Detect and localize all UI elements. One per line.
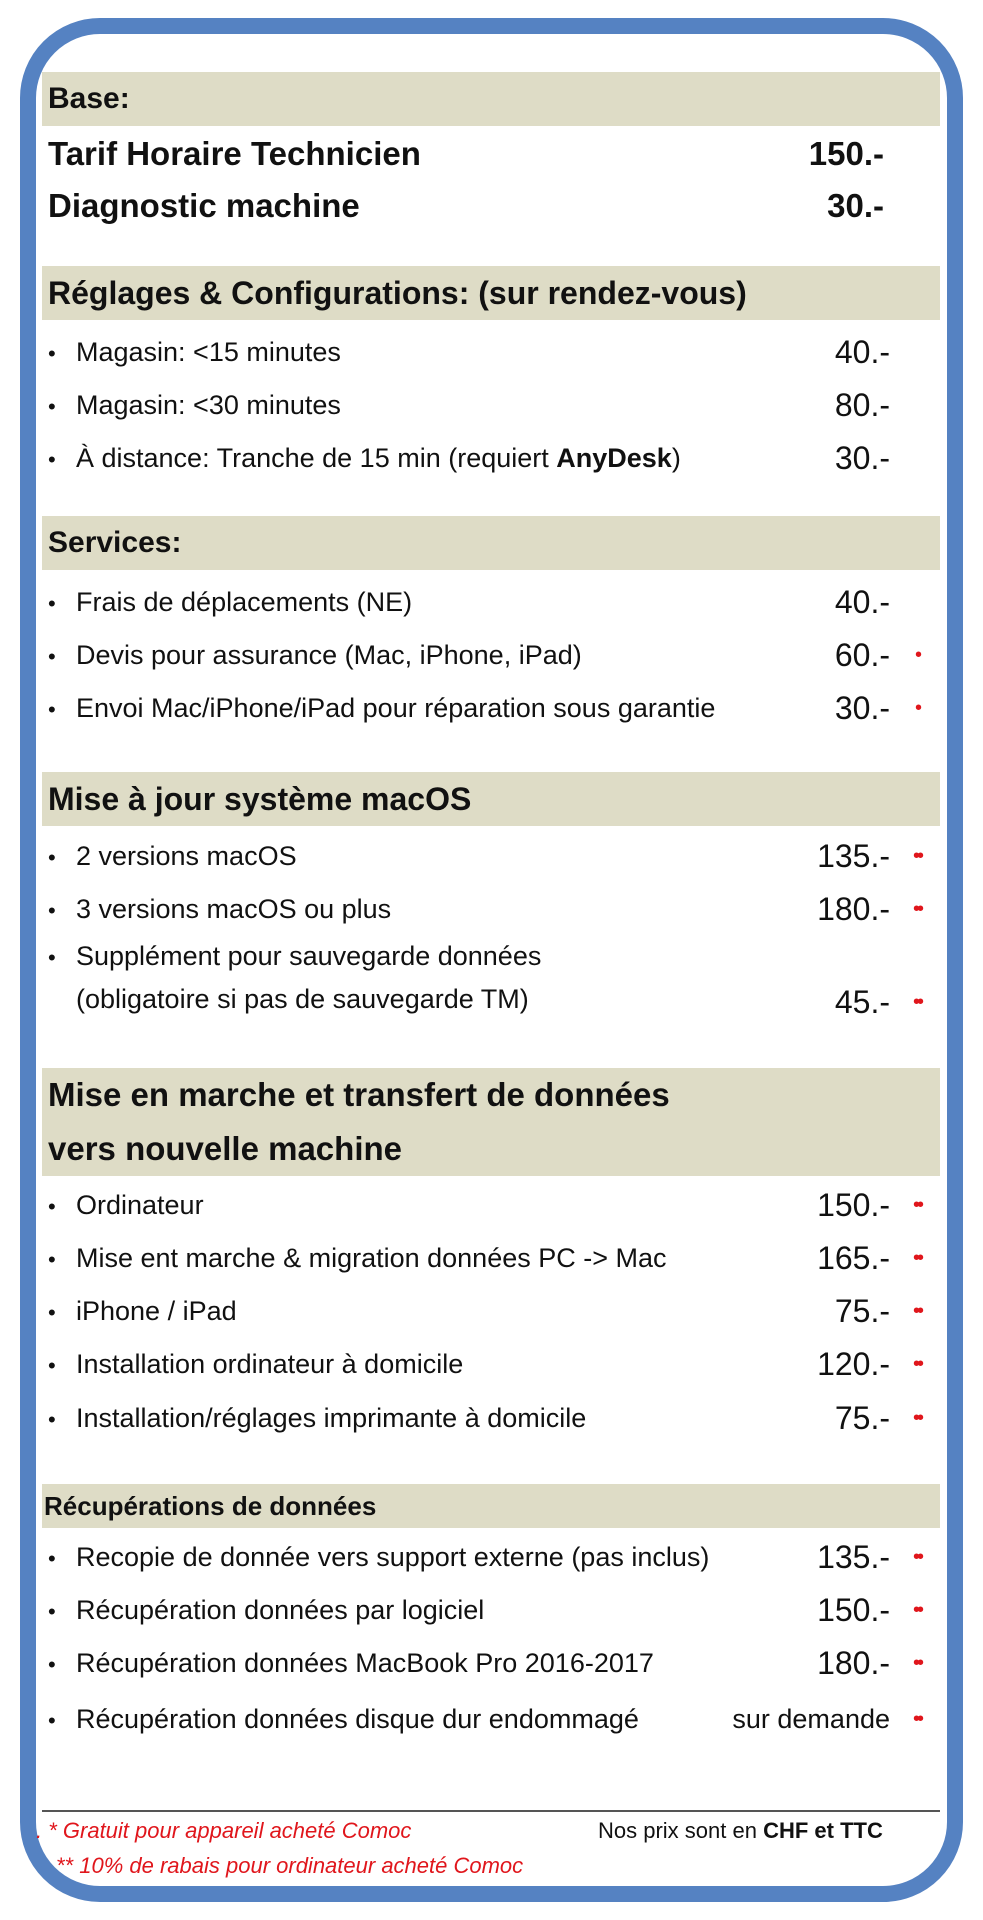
row-price: 75.- [834,1293,890,1329]
row-price: 40.- [834,584,890,620]
price-row-multiline [42,934,940,978]
price-row [42,1588,940,1632]
bullet: • [48,1353,56,1378]
price-row [42,834,940,878]
bullet: • [48,1708,56,1733]
bullet: • [48,1407,56,1432]
row-label: • Récupération données disque dur endommagé [48,1697,639,1743]
row-price: 80.- [834,387,890,423]
row-label: • iPhone / iPad [48,1289,237,1335]
row-price: 40.- [834,334,890,370]
row-price: 135.- [817,1539,890,1575]
row-price: 180.- [817,891,890,927]
bullet: • [48,1652,56,1677]
price-row [48,180,928,232]
discount-mark: •• [912,1353,921,1375]
row-price: 135.- [817,838,890,874]
discount-mark: • [914,697,919,719]
price-row [42,580,940,624]
row-label: • Supplément pour sauvegarde données [48,934,541,980]
price-row [42,1697,940,1741]
bullet: • [48,845,56,870]
row-label: • À distance: Tranche de 15 min (requiert AnyDesk) [48,436,681,482]
footer-separator [42,1810,940,1812]
footnote-discount: ** 10% de rabais pour ordinateur acheté Comoc [56,1853,524,1878]
section-header-migration [42,1068,940,1176]
bullet: • [48,591,56,616]
row-label: • Recopie de donnée vers support externe (pas inclus) [48,1535,709,1581]
section-title: Réglages & Configurations: (sur rendez-vous) [48,275,747,311]
section-header-services [42,516,940,570]
row-label: • Magasin: <15 minutes [48,330,341,376]
row-price: 60.- [834,637,890,673]
section-title: Services: [48,526,182,559]
row-price: 150.- [808,135,884,172]
row-label: Tarif Horaire Technicien [48,135,421,172]
row-label: • Envoi Mac/iPhone/iPad pour réparation sous garantie [48,686,715,732]
section-title-line1: Mise en marche et transfert de données [48,1076,670,1113]
price-list [36,0,940,1920]
row-price: 30.- [834,690,890,726]
row-label: Diagnostic machine [48,187,360,224]
discount-mark: •• [912,1546,921,1568]
row-label: • 2 versions macOS [48,834,297,880]
price-row [42,1396,940,1440]
price-row [42,1342,940,1386]
row-price: 120.- [817,1346,890,1382]
row-price: 30.- [834,440,890,476]
price-row [42,1236,940,1280]
price-row [48,128,928,180]
price-row [42,383,940,427]
row-label: • 3 versions macOS ou plus [48,887,391,933]
price-row [42,1535,940,1579]
bullet: • [48,1599,56,1624]
price-row [42,1641,940,1685]
row-label: • Magasin: <30 minutes [48,383,341,429]
section-header-base [42,72,940,126]
price-row-supplement-price [42,980,940,1024]
discount-mark: • [914,644,919,666]
bullet: • [48,644,56,669]
bullet: • [48,394,56,419]
section-header-recuperation [42,1484,940,1528]
section-title: Base: [48,82,130,115]
price-row [42,1289,940,1333]
discount-mark: •• [912,1652,921,1674]
section-header-macos [42,772,940,826]
section-title: Récupérations de données [44,1491,377,1521]
price-row [42,633,940,677]
section-title-line2: vers nouvelle machine [48,1130,402,1167]
section-header-reglages [42,266,940,320]
price-row [42,887,940,931]
bullet: • [48,697,56,722]
currency-note: Nos prix sont en CHF et TTC [598,1818,883,1843]
row-price: sur demande [732,1704,890,1734]
row-label: • Mise ent marche & migration données PC -> Mac [48,1236,667,1282]
bullet: • [48,1546,56,1571]
discount-mark: •• [912,845,921,867]
price-row [42,330,940,374]
bullet: • [48,1194,56,1219]
discount-mark: •• [912,1247,921,1269]
price-row [42,686,940,730]
row-label: • Récupération données MacBook Pro 2016-2017 [48,1641,654,1687]
row-price: 150.- [817,1592,890,1628]
discount-mark: •• [912,1599,921,1621]
section-title: Mise à jour système macOS [48,781,472,817]
bullet: • [48,1300,56,1325]
discount-mark: •• [912,1300,921,1322]
bullet: • [48,447,56,472]
row-price: 75.- [834,1400,890,1436]
row-label: • Devis pour assurance (Mac, iPhone, iPad) [48,633,582,679]
row-price: 45.- [834,984,890,1020]
bullet: • [48,945,56,970]
price-row [42,436,940,480]
bullet: • [48,898,56,923]
row-price: 180.- [817,1645,890,1681]
row-label: • Ordinateur [48,1183,204,1229]
row-label: • Frais de déplacements (NE) [48,580,412,626]
discount-mark: •• [912,1194,921,1216]
discount-mark: •• [912,898,921,920]
row-label: • Installation/réglages imprimante à domicile [48,1396,586,1442]
discount-mark: •• [912,1708,921,1730]
footnote-free: . * Gratuit pour appareil acheté Comoc [36,1818,412,1843]
bullet: • [48,1247,56,1272]
discount-mark: •• [912,1407,921,1429]
row-label: • Récupération données par logiciel [48,1588,484,1634]
row-price: 30.- [827,187,884,224]
row-price: 165.- [817,1240,890,1276]
row-label: • Installation ordinateur à domicile [48,1342,463,1388]
row-price: 150.- [817,1187,890,1223]
row-label: (obligatoire si pas de sauvegarde TM) [76,984,529,1014]
price-row [42,1183,940,1227]
bullet: • [48,341,56,366]
discount-mark: •• [912,991,921,1013]
